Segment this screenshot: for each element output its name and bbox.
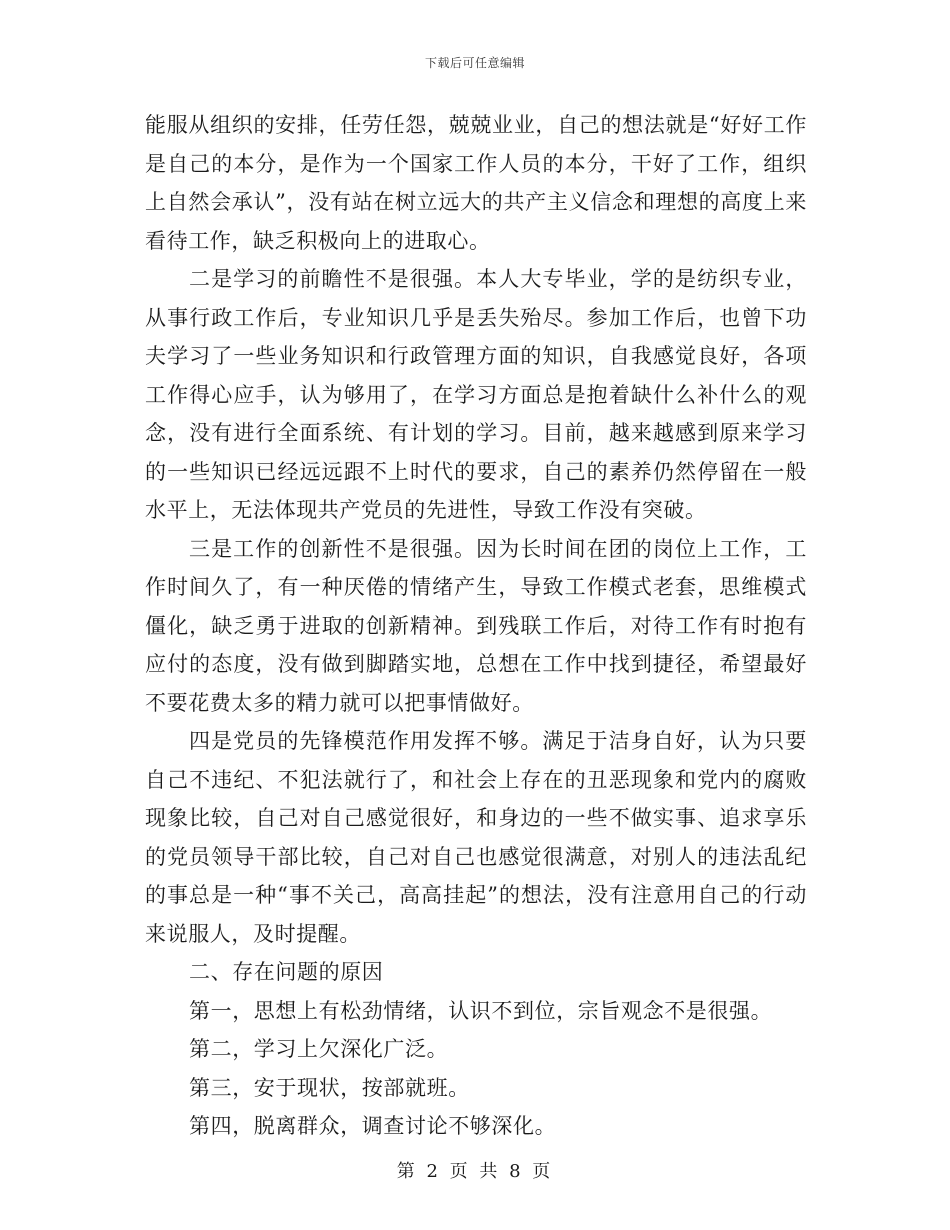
- cause-item-1: 第一，思想上有松劲情绪，认识不到位，宗旨观念不是很强。: [189, 998, 773, 1023]
- cause-item-4: 第四，脱离群众，调查讨论不够深化。: [189, 1114, 557, 1138]
- cause-item-2: 第二，学习上欠深化广泛。: [189, 1037, 449, 1061]
- header-note: 下载后可任意编辑: [424, 56, 525, 70]
- body-text: [145, 106, 807, 1146]
- section-heading-causes: 二、存在问题的原因: [189, 960, 384, 984]
- paragraph-innovation: 三是工作的创新性不是很强。因为长时间在团的岗位上工作，工作时间久了，有一种厌倦的情绪产生，导致工作模式老套，思维模式僵化，缺乏勇于进取的创新精神。到残联工作后，对待工作有时抱有应付的态度，没有做到脚踏实地，总想在工作中找到捷径，希望最好不要花费太多的精力就可以把事情做好。: [145, 536, 807, 715]
- paragraph-vanguard-role: 四是党员的先锋模范作用发挥不够。满足于洁身自好，认为只要自己不违纪、不犯法就行了，和社会上存在的丑恶现象和党内的腐败现象比较，自己对自己感觉很好，和身边的一些不做实事、追求享乐的党员领导干部比较，自己对自己也感觉很满意，对别人的违法乱纪的事总是一种“事不关己，高高挂起”的想法，没有注意用自己的行动来说服人，及时提醒。: [145, 729, 807, 946]
- paragraph-continuation: 能服从组织的安排，任劳任怨，兢兢业业，自己的想法就是“好好工作是自己的本分，是作为一个国家工作人员的本分，干好了工作，组织上自然会承认”，没有站在树立远大的共产主义信念和理想的高度上来看待工作，缺乏积极向上的进取心。: [145, 113, 807, 253]
- cause-item-3: 第三，安于现状，按部就班。: [189, 1075, 470, 1100]
- paragraph-learning: 二是学习的前瞻性不是很强。本人大专毕业，学的是纺织专业，从事行政工作后，专业知识几乎是丢失殆尽。参加工作后，也曾下功夫学习了一些业务知识和行政管理方面的知识，自我感觉良好，各项工作得心应手，认为够用了，在学习方面总是抱着缺什么补什么的观念，没有进行全面系统、有计划的学习。目前，越来越感到原来学习的一些知识已经远远跟不上时代的要求，自己的素养仍然停留在一般水平上，无法体现共产党员的先进性，导致工作没有突破。: [145, 267, 807, 522]
- page-number-footer: 第 2 页 共 8 页: [396, 1161, 554, 1182]
